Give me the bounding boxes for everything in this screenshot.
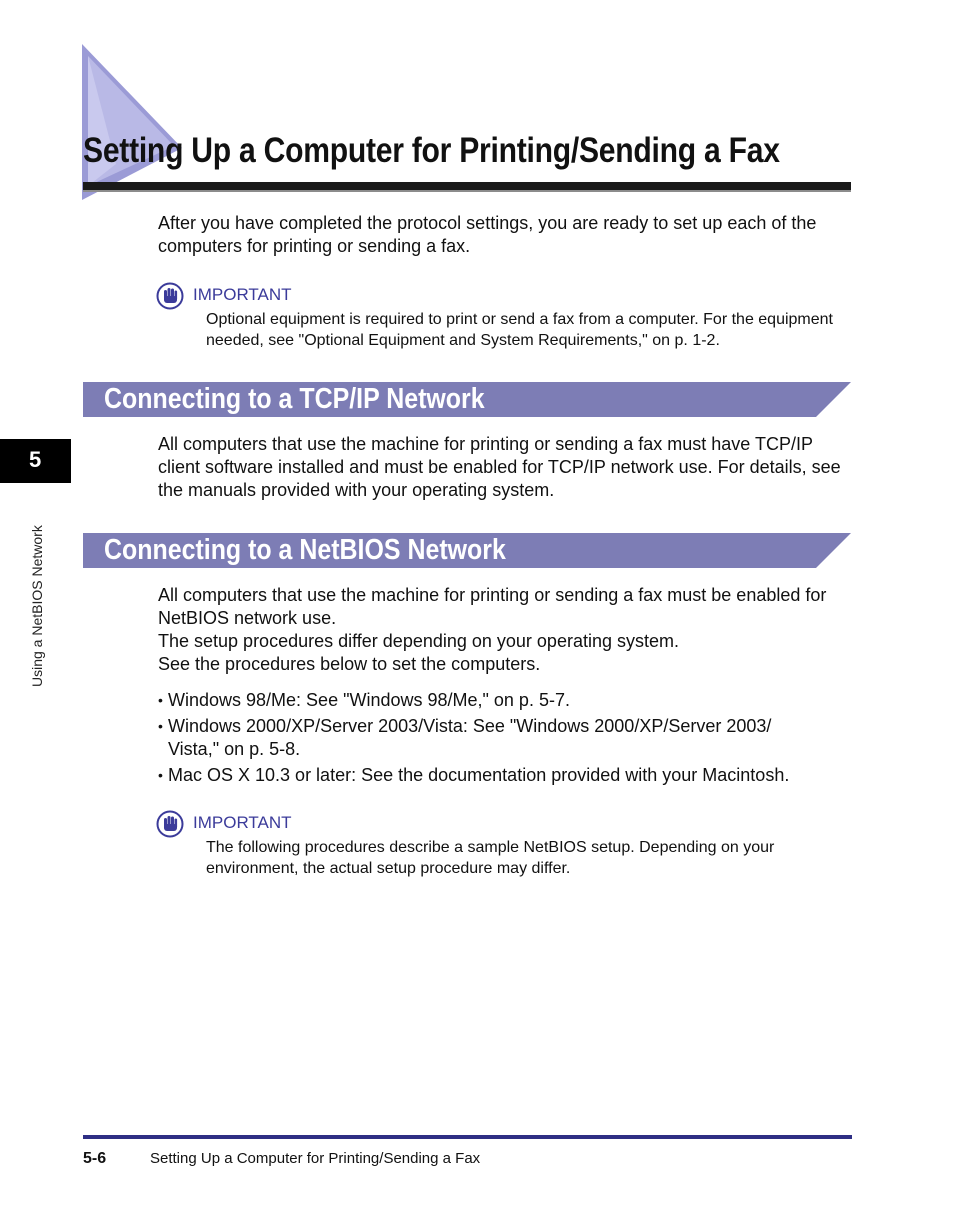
bullet-text: Windows 98/Me: See "Windows 98/Me," on p. 5-7. xyxy=(168,690,570,710)
chapter-tab[interactable] xyxy=(0,439,71,483)
tcpip-paragraph: All computers that use the machine for printing or sending a fax must have TCP/IP client software installed and must be enabled for TCP/IP network use. For details, see the manuals provided with your operating system. xyxy=(158,434,841,500)
title-decoration xyxy=(82,44,192,200)
footer-title: Setting Up a Computer for Printing/Sending a Fax xyxy=(150,1150,481,1167)
os-bullet-list xyxy=(158,689,848,787)
list-item: • Windows 2000/XP/Server 2003/Vista: See "Windows 2000/XP/Server 2003/ Vista," on p. 5-8. xyxy=(158,716,772,759)
important-label: IMPORTANT xyxy=(193,285,292,304)
side-chapter-label: Using a NetBIOS Network xyxy=(29,525,45,687)
list-item: • Windows 98/Me: See "Windows 98/Me," on p. 5-7. xyxy=(158,690,570,710)
important-text: The following procedures describe a sample NetBIOS setup. Depending on your environment, the actual setup procedure may differ. xyxy=(206,839,775,877)
list-item: • Mac OS X 10.3 or later: See the documentation provided with your Macintosh. xyxy=(158,765,790,785)
section-title-netbios: Connecting to a NetBIOS Network xyxy=(104,534,506,566)
section-title-tcpip: Connecting to a TCP/IP Network xyxy=(104,383,485,415)
netbios-paragraph-1: All computers that use the machine for printing or sending a fax must be enabled for NetBIOS network use. xyxy=(158,585,827,628)
important-label: IMPORTANT xyxy=(193,813,292,832)
footer-rule xyxy=(83,1135,852,1139)
netbios-paragraph-3: See the procedures below to set the computers. xyxy=(158,654,541,674)
chapter-number: 5 xyxy=(29,447,42,472)
netbios-paragraph-2: The setup procedures differ depending on your operating system. xyxy=(158,631,679,651)
hand-stop-icon xyxy=(156,810,184,838)
page-number: 5-6 xyxy=(83,1150,107,1167)
title-rule xyxy=(83,182,851,192)
intro-paragraph: After you have completed the protocol settings, you are ready to set up each of the computers for printing or sending a fax. xyxy=(158,213,817,256)
hand-stop-icon xyxy=(156,282,184,310)
important-text: Optional equipment is required to print or send a fax from a computer. For the equipment needed, see "Optional Equipment and System Requirements," on p. 1-2. xyxy=(206,311,833,349)
bullet-text: Mac OS X 10.3 or later: See the documentation provided with your Macintosh. xyxy=(168,765,790,785)
bullet-text: Windows 2000/XP/Server 2003/Vista: See "Windows 2000/XP/Server 2003/ Vista," on p. 5-8. xyxy=(168,716,772,759)
chapter-title: Setting Up a Computer for Printing/Sending a Fax xyxy=(83,131,780,170)
